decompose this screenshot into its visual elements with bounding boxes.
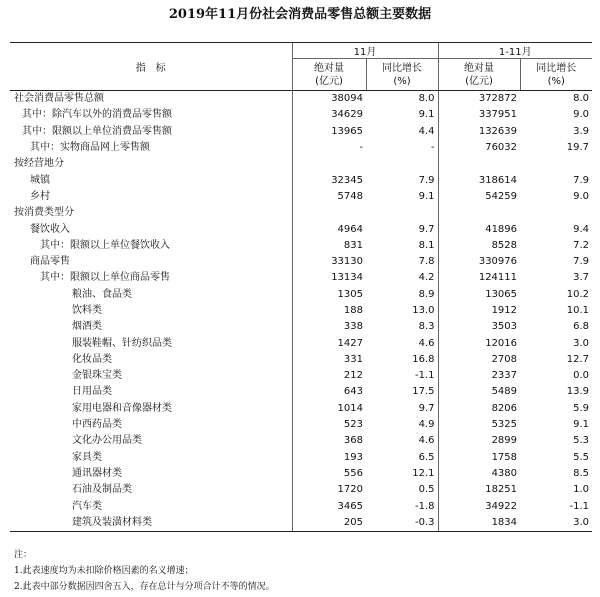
cell-nov-yoy: 9.7 bbox=[418, 223, 435, 235]
cell-ytd-abs: 41896 bbox=[438, 221, 520, 237]
cell-ytd-abs: 132639 bbox=[438, 124, 520, 140]
cell-ytd-yoy: 13.9 bbox=[566, 386, 590, 398]
cell-nov-yoy: 8.9 bbox=[418, 288, 435, 300]
cell-ytd-abs: 5489 bbox=[438, 384, 520, 400]
cell-ytd-abs: 124111 bbox=[438, 270, 520, 286]
abs-header-ytd: 绝对量 (亿元) bbox=[438, 59, 520, 91]
note-line: 1.此表速度均为未扣除价格因素的名义增速； bbox=[14, 566, 194, 576]
table-row bbox=[10, 482, 592, 498]
table-row bbox=[10, 515, 592, 532]
cell-nov-yoy: 6.5 bbox=[418, 451, 435, 463]
table-row bbox=[10, 124, 592, 140]
cell-ytd-yoy: 5.9 bbox=[573, 402, 590, 414]
cell-ytd-yoy: 3.0 bbox=[520, 515, 592, 532]
cell-ytd-yoy: -1.1 bbox=[569, 500, 590, 512]
cell-nov-abs: 32345 bbox=[292, 172, 366, 188]
cell-ytd-abs: 76032 bbox=[438, 140, 520, 156]
cell-ytd-abs: 8206 bbox=[438, 401, 520, 417]
cell-nov-yoy: 8.1 bbox=[418, 239, 435, 251]
cell-nov-abs: 338 bbox=[292, 319, 366, 335]
cell-ytd-abs: 34922 bbox=[438, 498, 520, 514]
note-line: 2.此表中部分数据因四舍五入，存在总计与分项合计不等的情况。 bbox=[14, 582, 275, 592]
cell-ytd-yoy: 5.3 bbox=[573, 435, 590, 447]
cell-ytd-abs: 1834 bbox=[438, 515, 520, 532]
row-label: 服装鞋帽、针纺织品类 bbox=[72, 337, 172, 349]
cell-nov-yoy: 9.1 bbox=[418, 109, 435, 121]
cell-ytd-yoy: 7.9 bbox=[573, 256, 590, 268]
row-label: 日用品类 bbox=[72, 386, 112, 398]
cell-ytd-abs: 372872 bbox=[438, 91, 520, 108]
cell-ytd-yoy: 8.0 bbox=[573, 93, 590, 105]
yoy-header-november: 同比增长 (%) bbox=[366, 59, 438, 91]
cell-nov-abs: 38094 bbox=[292, 91, 366, 108]
table-row bbox=[10, 140, 592, 156]
cell-nov-yoy: 12.1 bbox=[412, 467, 435, 479]
cell-nov-yoy: -1.1 bbox=[415, 370, 435, 382]
row-label: 按经营地分 bbox=[14, 158, 64, 170]
notes-heading: 注： bbox=[14, 550, 33, 560]
retail-sales-table bbox=[10, 42, 592, 532]
cell-ytd-yoy: 10.1 bbox=[566, 305, 590, 316]
row-label: 商品零售 bbox=[30, 256, 70, 268]
row-label: 汽车类 bbox=[72, 500, 102, 512]
cell-nov-yoy: 16.8 bbox=[412, 353, 435, 365]
cell-nov-yoy: 8.0 bbox=[418, 93, 435, 105]
cell-ytd-abs bbox=[438, 156, 520, 172]
cell-ytd-yoy: 12.7 bbox=[566, 353, 590, 365]
row-label: 其中：限额以上单位餐饮收入 bbox=[40, 239, 170, 251]
cell-ytd-yoy: 3.7 bbox=[573, 272, 590, 284]
cell-ytd-yoy: 7.9 bbox=[573, 174, 590, 186]
cell-nov-yoy: 13.0 bbox=[412, 305, 435, 316]
cell-ytd-abs: 3503 bbox=[438, 319, 520, 335]
cell-ytd-yoy: 9.4 bbox=[573, 223, 590, 235]
cell-nov-abs: 34629 bbox=[292, 107, 366, 123]
cell-ytd-yoy: 7.2 bbox=[573, 239, 590, 251]
cell-ytd-abs: 4380 bbox=[438, 466, 520, 482]
row-label: 乡村 bbox=[30, 190, 50, 202]
row-label: 金银珠宝类 bbox=[72, 370, 122, 382]
cell-nov-abs: 3465 bbox=[292, 498, 366, 514]
row-label: 文化办公用品类 bbox=[72, 435, 142, 447]
cell-nov-yoy bbox=[366, 205, 438, 221]
cell-ytd-abs: 8528 bbox=[438, 238, 520, 254]
cell-nov-yoy: 4.6 bbox=[418, 337, 435, 349]
row-label: 饮料类 bbox=[72, 305, 102, 316]
cell-ytd-abs: 2337 bbox=[438, 368, 520, 384]
cell-nov-abs: 643 bbox=[292, 384, 366, 400]
table-row bbox=[10, 270, 592, 286]
cell-nov-yoy: 4.2 bbox=[418, 272, 435, 284]
cell-ytd-yoy: 3.0 bbox=[573, 337, 590, 349]
notes-section bbox=[14, 547, 275, 595]
table-row bbox=[10, 107, 592, 123]
cell-nov-yoy bbox=[366, 156, 438, 172]
cell-ytd-yoy: 0.0 bbox=[573, 370, 590, 382]
cell-nov-yoy: 4.9 bbox=[418, 419, 435, 431]
cell-ytd-yoy: 5.5 bbox=[573, 451, 590, 463]
cell-ytd-abs: 330976 bbox=[438, 254, 520, 270]
cell-nov-abs: 1427 bbox=[292, 335, 366, 351]
row-label: 餐饮收入 bbox=[30, 223, 70, 235]
table-row bbox=[10, 498, 592, 514]
row-label: 粮油、食品类 bbox=[72, 288, 132, 300]
cell-ytd-abs: 337951 bbox=[438, 107, 520, 123]
table-row bbox=[10, 352, 592, 368]
cell-nov-abs: 368 bbox=[292, 433, 366, 449]
cell-nov-abs: 33130 bbox=[292, 254, 366, 270]
table-row bbox=[10, 433, 592, 449]
table-row bbox=[10, 156, 592, 172]
row-label: 按消费类型分 bbox=[14, 207, 74, 219]
row-label: 社会消费品零售总额 bbox=[14, 93, 104, 105]
cell-ytd-yoy: 9.0 bbox=[573, 109, 590, 121]
cell-ytd-yoy: 3.9 bbox=[573, 125, 590, 137]
cell-nov-abs: 556 bbox=[292, 466, 366, 482]
cell-ytd-abs: 5325 bbox=[438, 417, 520, 433]
period-header-ytd: 1-11月 bbox=[438, 43, 592, 59]
table-row bbox=[10, 254, 592, 270]
table-row bbox=[10, 91, 592, 108]
yoy-header-ytd: 同比增长 (%) bbox=[520, 59, 592, 91]
cell-nov-abs: 523 bbox=[292, 417, 366, 433]
row-label: 化妆品类 bbox=[72, 353, 112, 365]
cell-nov-abs: 331 bbox=[292, 352, 366, 368]
cell-nov-abs: 188 bbox=[292, 303, 366, 319]
cell-ytd-yoy: 1.0 bbox=[573, 484, 590, 496]
cell-nov-yoy: 9.1 bbox=[418, 190, 435, 202]
cell-ytd-yoy: 19.7 bbox=[566, 142, 590, 154]
cell-nov-abs: 5748 bbox=[292, 189, 366, 205]
cell-nov-abs: 831 bbox=[292, 238, 366, 254]
abs-header-november: 绝对量 (亿元) bbox=[292, 59, 366, 91]
cell-nov-abs: 13134 bbox=[292, 270, 366, 286]
cell-ytd-abs: 54259 bbox=[438, 189, 520, 205]
cell-ytd-abs bbox=[438, 205, 520, 221]
cell-nov-yoy: -0.3 bbox=[366, 515, 438, 532]
row-label: 通讯器材类 bbox=[72, 467, 122, 479]
cell-nov-yoy: 0.5 bbox=[418, 484, 435, 496]
table-row bbox=[10, 303, 592, 319]
table-row bbox=[10, 238, 592, 254]
cell-nov-abs: 212 bbox=[292, 368, 366, 384]
table-row bbox=[10, 384, 592, 400]
table-row bbox=[10, 401, 592, 417]
cell-nov-yoy: 4.4 bbox=[418, 125, 435, 137]
cell-nov-yoy: -1.8 bbox=[415, 500, 435, 512]
cell-ytd-abs: 1758 bbox=[438, 450, 520, 466]
cell-nov-abs: 1305 bbox=[292, 287, 366, 303]
cell-nov-yoy: 4.6 bbox=[418, 435, 435, 447]
cell-ytd-abs: 1912 bbox=[438, 303, 520, 319]
indicator-header: 指 标 bbox=[10, 43, 292, 91]
cell-nov-abs: 13965 bbox=[292, 124, 366, 140]
cell-nov-yoy: - bbox=[430, 142, 435, 154]
cell-nov-abs bbox=[292, 205, 366, 221]
row-label: 家用电器和音像器材类 bbox=[72, 402, 172, 414]
table-row bbox=[10, 319, 592, 335]
row-label: 中西药品类 bbox=[72, 419, 122, 431]
table-row bbox=[10, 335, 592, 351]
table-row bbox=[10, 368, 592, 384]
period-header-november: 11月 bbox=[292, 43, 438, 59]
row-label: 家具类 bbox=[72, 451, 102, 463]
table-body bbox=[10, 91, 592, 532]
cell-nov-abs: - bbox=[292, 140, 366, 156]
cell-nov-yoy: 9.7 bbox=[418, 402, 435, 414]
cell-nov-yoy: 8.3 bbox=[418, 321, 435, 333]
table-row bbox=[10, 221, 592, 237]
cell-nov-yoy: 7.9 bbox=[418, 174, 435, 186]
cell-ytd-abs: 2899 bbox=[438, 433, 520, 449]
row-label: 其中：除汽车以外的消费品零售额 bbox=[22, 109, 172, 121]
table-row bbox=[10, 172, 592, 188]
cell-ytd-yoy bbox=[520, 205, 592, 221]
row-label: 其中：限额以上单位商品零售 bbox=[40, 272, 170, 284]
cell-nov-abs: 1014 bbox=[292, 401, 366, 417]
cell-nov-abs: 193 bbox=[292, 450, 366, 466]
row-label: 石油及制品类 bbox=[72, 484, 132, 496]
cell-ytd-abs: 2708 bbox=[438, 352, 520, 368]
row-label: 烟酒类 bbox=[72, 321, 102, 333]
page-title: 2019年11月份社会消费品零售总额主要数据 bbox=[168, 7, 432, 22]
table-row bbox=[10, 466, 592, 482]
cell-nov-abs: 4964 bbox=[292, 221, 366, 237]
cell-ytd-yoy: 8.5 bbox=[573, 467, 590, 479]
cell-ytd-yoy: 6.8 bbox=[573, 321, 590, 333]
row-label: 其中：限额以上单位消费品零售额 bbox=[22, 125, 172, 137]
table-row bbox=[10, 205, 592, 221]
cell-nov-yoy: 17.5 bbox=[412, 386, 435, 398]
cell-ytd-abs: 318614 bbox=[438, 172, 520, 188]
cell-nov-yoy: 7.8 bbox=[418, 256, 435, 268]
row-label: 建筑及装潢材料类 bbox=[10, 515, 292, 532]
table-row bbox=[10, 189, 592, 205]
table-row bbox=[10, 417, 592, 433]
cell-nov-abs bbox=[292, 156, 366, 172]
cell-ytd-yoy: 9.1 bbox=[573, 419, 590, 431]
cell-ytd-abs: 12016 bbox=[438, 335, 520, 351]
cell-ytd-yoy: 9.0 bbox=[573, 190, 590, 202]
cell-ytd-yoy: 10.2 bbox=[566, 288, 590, 300]
cell-ytd-abs: 13065 bbox=[438, 287, 520, 303]
table-row bbox=[10, 287, 592, 303]
cell-ytd-abs: 18251 bbox=[438, 482, 520, 498]
table-row bbox=[10, 450, 592, 466]
row-label: 城镇 bbox=[30, 174, 50, 186]
cell-nov-abs: 1720 bbox=[292, 482, 366, 498]
cell-ytd-yoy bbox=[520, 156, 592, 172]
cell-nov-abs: 205 bbox=[292, 515, 366, 532]
row-label: 其中：实物商品网上零售额 bbox=[30, 142, 150, 154]
